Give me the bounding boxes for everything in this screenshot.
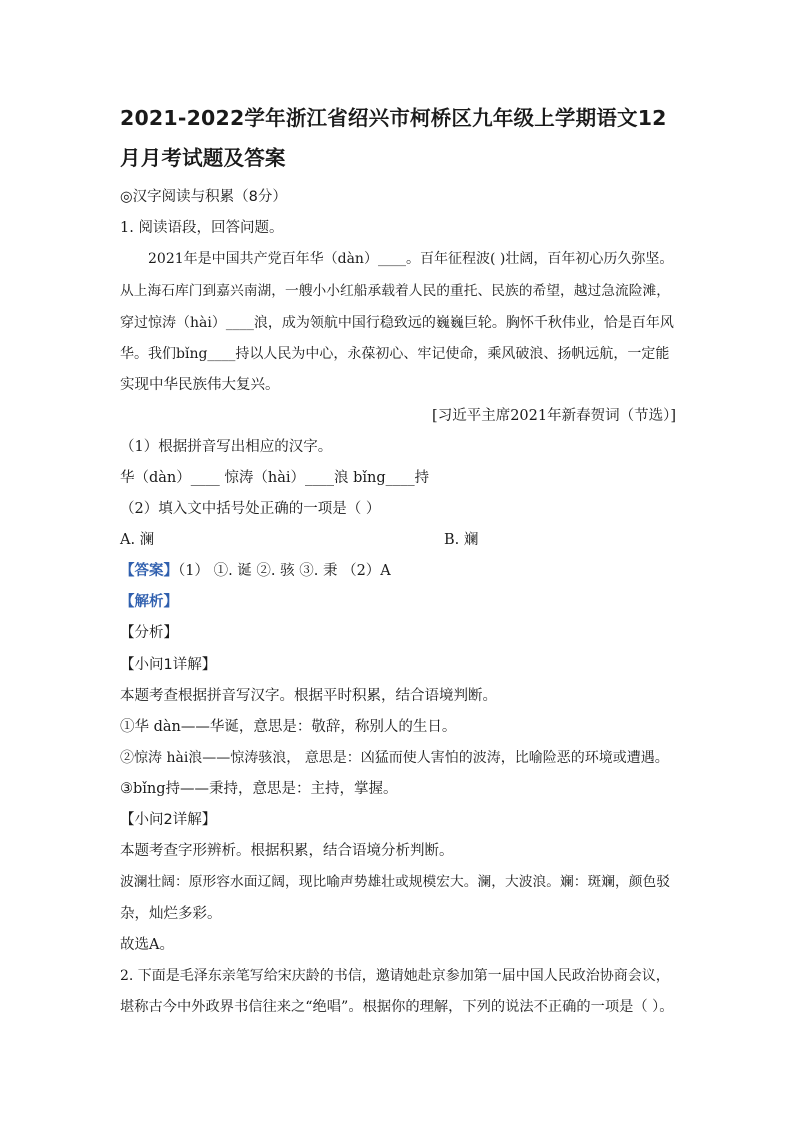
question-2-stem-line: 堪称古今中外政界书信往来之“绝唱”。根据你的理解，下列的说法不正确的一项是（ ）。 [120,999,674,1015]
subquestion-2: （2）填入文中括号处正确的一项是（ ） [120,501,381,517]
sub1-detail-line: ③bǐng持——秉持，意思是：主持，掌握。 [120,781,398,797]
question-2-stem-line: 2. 下面是毛泽东亲笔写给宋庆龄的书信，邀请她赴京参加第一届中国人民政治协商会议， [120,968,670,984]
passage-line: 华。我们bǐng____持以人民为中心，永葆初心、牢记使命，乘风破浪、扬帆远航，一定能 [120,346,670,362]
question-1-stem: 1. 阅读语段，回答问题。 [120,220,284,236]
fenxi-heading: 【分析】 [120,625,178,641]
sub1-detail-heading: 【小问1详解】 [120,657,217,673]
sub2-detail-line: 故选A。 [120,937,174,953]
section-heading: ◎汉字阅读与积累（8分） [120,189,287,205]
sub2-detail-line: 波澜壮阔：原形容水面辽阔，现比喻声势雄壮或规模宏大。澜，大波浪。斓：斑斓，颜色驳 [120,874,671,890]
answer-text: （1） ①. 诞 ②. 骇 ③. 秉 （2）A [178,563,391,579]
document-title-line-2: 月月考试题及答案 [120,146,286,170]
passage-line: 2021年是中国共产党百年华（dàn）____。百年征程波( )壮阔，百年初心历久弥坚。 [148,251,674,267]
passage-source: [习近平主席2021年新春贺词（节选）] [432,408,676,424]
sub1-detail-line: ①华 dàn——华诞，意思是：敬辞，称别人的生日。 [120,719,457,735]
passage-line: 穿过惊涛（hài）____浪，成为领航中国行稳致远的巍巍巨轮。胸怀千秋伟业，恰是百年风 [120,315,674,331]
analysis-label: 【解析】 [120,594,178,610]
option-b: B. 斓 [444,532,479,548]
subquestion-1-blanks: 华（dàn）____ 惊涛（hài）____浪 bǐng____持 [120,470,430,486]
sub2-detail-line: 杂，灿烂多彩。 [120,906,222,922]
sub1-detail-line: ②惊涛 hài浪——惊涛骇浪， 意思是：凶猛而使人害怕的波涛，比喻险恶的环境或遭遇。 [120,750,669,766]
sub2-detail-heading: 【小问2详解】 [120,812,217,828]
sub2-detail-line: 本题考查字形辨析。根据积累，结合语境分析判断。 [120,843,454,859]
document-title-line-1: 2021-2022学年浙江省绍兴市柯桥区九年级上学期语文12 [120,106,667,130]
answer-line [120,561,391,581]
subquestion-1: （1）根据拼音写出相应的汉字。 [120,439,333,455]
option-a: A. 澜 [120,532,155,548]
answer-label: 【答案】 [120,563,178,579]
passage-line: 从上海石库门到嘉兴南湖，一艘小小红船承载着人民的重托、民族的希望，越过急流险滩， [120,283,671,299]
sub1-detail-line: 本题考查根据拼音写汉字。根据平时积累，结合语境判断。 [120,688,497,704]
passage-line: 实现中华民族伟大复兴。 [120,377,280,393]
